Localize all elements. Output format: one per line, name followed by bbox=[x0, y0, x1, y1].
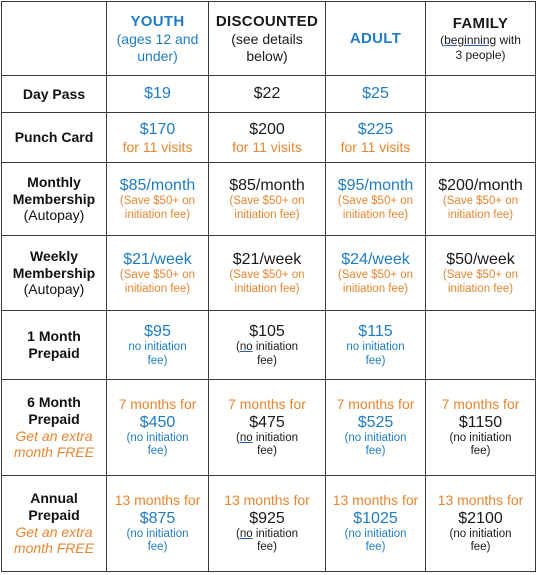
one-month-adult bbox=[326, 311, 426, 380]
initiation-word: initiation bbox=[252, 340, 299, 353]
annual-extra-line1: Get an extra bbox=[15, 523, 93, 540]
weekly-label bbox=[2, 236, 107, 311]
family-beginning-word: beginning bbox=[444, 33, 497, 48]
weekly-family-note2: initiation fee) bbox=[447, 282, 514, 295]
monthly-family-note1: (Save $50+ on bbox=[442, 194, 519, 207]
discounted-title: DISCOUNTED bbox=[215, 12, 319, 30]
annual-adult-price: $1025 bbox=[353, 509, 398, 527]
punch-card-youth-visits: for 11 visits bbox=[122, 138, 193, 155]
weekly-family bbox=[426, 236, 536, 311]
family-subtitle-line1 bbox=[428, 33, 533, 47]
header-empty-cell bbox=[2, 2, 107, 76]
one-month-discounted bbox=[209, 311, 326, 380]
annual-label-line1: Annual bbox=[30, 489, 78, 506]
annual-family bbox=[426, 476, 536, 572]
annual-discounted-note1 bbox=[211, 528, 323, 542]
punch-card-adult-price: $225 bbox=[357, 120, 394, 138]
adult-title: ADULT bbox=[349, 29, 402, 47]
six-month-discounted-price: $475 bbox=[249, 413, 285, 431]
annual-youth-note2: fee) bbox=[147, 541, 168, 554]
six-month-family-note2: fee) bbox=[470, 445, 491, 458]
monthly-adult-price: $95/month bbox=[337, 176, 414, 194]
annual-youth-months: 13 months for bbox=[114, 491, 201, 508]
punch-card-youth bbox=[107, 113, 209, 163]
annual-discounted-months: 13 months for bbox=[224, 491, 310, 508]
monthly-adult-note2: initiation fee) bbox=[342, 208, 409, 221]
day-pass-discounted-price: $22 bbox=[209, 76, 326, 113]
six-month-youth-price: $450 bbox=[139, 413, 176, 431]
six-month-extra-line2: month FREE bbox=[13, 444, 95, 461]
punch-card-discounted-price: $200 bbox=[249, 120, 285, 138]
monthly-family-note2: initiation fee) bbox=[447, 208, 514, 221]
family-paren: ( bbox=[440, 33, 445, 48]
annual-youth-price: $875 bbox=[139, 509, 176, 527]
six-month-label-line2: Prepaid bbox=[28, 410, 80, 427]
weekly-youth-note1: (Save $50+ on bbox=[119, 268, 196, 281]
one-month-youth-price: $95 bbox=[144, 322, 171, 340]
six-month-family-note1: (no initiation bbox=[449, 431, 512, 444]
six-month-youth-note1: (no initiation bbox=[126, 431, 189, 444]
monthly-youth-price: $85/month bbox=[119, 176, 196, 194]
six-month-youth bbox=[107, 380, 209, 476]
six-month-family bbox=[426, 380, 536, 476]
weekly-adult bbox=[326, 236, 426, 311]
six-month-label bbox=[2, 380, 107, 476]
monthly-label-line2: Membership bbox=[12, 190, 96, 207]
one-month-adult-note1: no initiation bbox=[346, 340, 405, 353]
six-month-youth-months: 7 months for bbox=[118, 395, 197, 412]
weekly-youth-price: $21/week bbox=[123, 250, 192, 268]
monthly-discounted-note1: (Save $50+ on bbox=[229, 194, 305, 207]
annual-discounted-price: $925 bbox=[249, 509, 285, 527]
pricing-table bbox=[1, 1, 536, 572]
header-adult bbox=[326, 2, 426, 76]
one-month-discounted-note2: fee) bbox=[257, 354, 277, 367]
annual-family-months: 13 months for bbox=[437, 491, 524, 508]
weekly-family-price: $50/week bbox=[446, 250, 515, 268]
paren: ( bbox=[235, 340, 240, 353]
monthly-discounted bbox=[209, 163, 326, 236]
row-weekly-membership bbox=[2, 236, 536, 311]
weekly-label-line2: Membership bbox=[12, 264, 96, 281]
annual-discounted bbox=[209, 476, 326, 572]
one-month-youth-note1: no initiation bbox=[128, 340, 187, 353]
youth-title: YOUTH bbox=[130, 12, 185, 30]
monthly-discounted-note2: initiation fee) bbox=[234, 208, 300, 221]
one-month-discounted-price: $105 bbox=[249, 322, 285, 340]
one-month-adult-note2: fee) bbox=[365, 354, 386, 367]
monthly-label-line1: Monthly bbox=[27, 173, 81, 190]
row-punch-card bbox=[2, 113, 536, 163]
monthly-family-price: $200/month bbox=[438, 176, 523, 194]
weekly-family-note1: (Save $50+ on bbox=[442, 268, 519, 281]
punch-card-discounted bbox=[209, 113, 326, 163]
monthly-youth-note1: (Save $50+ on bbox=[119, 194, 196, 207]
six-month-adult-price: $525 bbox=[357, 413, 394, 431]
annual-family-note1: (no initiation bbox=[449, 527, 512, 540]
day-pass-family-empty bbox=[426, 76, 536, 113]
six-month-discounted bbox=[209, 380, 326, 476]
annual-adult-months: 13 months for bbox=[332, 491, 419, 508]
family-with-word: with bbox=[496, 33, 521, 48]
punch-card-discounted-visits: for 11 visits bbox=[232, 138, 302, 155]
weekly-youth-note2: initiation fee) bbox=[124, 282, 191, 295]
day-pass-adult-price: $25 bbox=[326, 76, 426, 113]
six-month-youth-note2: fee) bbox=[147, 445, 168, 458]
one-month-discounted-note1 bbox=[211, 341, 323, 355]
youth-subtitle-line1: (ages 12 and bbox=[116, 30, 199, 47]
weekly-discounted-note1: (Save $50+ on bbox=[229, 268, 305, 281]
annual-extra-line2: month FREE bbox=[13, 540, 95, 557]
weekly-discounted-price: $21/week bbox=[232, 250, 302, 268]
weekly-label-line3: (Autopay) bbox=[23, 281, 85, 298]
punch-card-adult-visits: for 11 visits bbox=[340, 138, 411, 155]
initiation-word: initiation bbox=[252, 431, 299, 444]
youth-subtitle-line2: under) bbox=[137, 47, 178, 64]
annual-youth bbox=[107, 476, 209, 572]
no-word: no bbox=[239, 527, 253, 540]
monthly-youth-note2: initiation fee) bbox=[124, 208, 191, 221]
annual-label bbox=[2, 476, 107, 572]
one-month-youth bbox=[107, 311, 209, 380]
paren: ( bbox=[235, 527, 240, 540]
punch-card-youth-price: $170 bbox=[139, 120, 176, 138]
weekly-label-line1: Weekly bbox=[30, 247, 78, 264]
annual-family-price: $2100 bbox=[458, 509, 503, 527]
six-month-discounted-note2: fee) bbox=[257, 445, 277, 458]
weekly-discounted bbox=[209, 236, 326, 311]
family-title: FAMILY bbox=[452, 15, 509, 33]
row-monthly-membership bbox=[2, 163, 536, 236]
weekly-adult-note2: initiation fee) bbox=[342, 282, 409, 295]
annual-label-line2: Prepaid bbox=[28, 506, 80, 523]
annual-discounted-note2: fee) bbox=[257, 541, 277, 554]
six-month-family-price: $1150 bbox=[458, 413, 503, 431]
row-6-month-prepaid bbox=[2, 380, 536, 476]
row-day-pass bbox=[2, 76, 536, 113]
discounted-subtitle-line1: (see details bbox=[231, 30, 303, 47]
six-month-family-months: 7 months for bbox=[441, 395, 520, 412]
six-month-extra-line1: Get an extra bbox=[15, 427, 93, 444]
six-month-discounted-note1 bbox=[211, 432, 323, 446]
header-discounted bbox=[209, 2, 326, 76]
monthly-family bbox=[426, 163, 536, 236]
six-month-adult-months: 7 months for bbox=[336, 395, 415, 412]
punch-card-adult bbox=[326, 113, 426, 163]
row-1-month-prepaid bbox=[2, 311, 536, 380]
one-month-youth-note2: fee) bbox=[147, 354, 168, 367]
six-month-label-line1: 6 Month bbox=[27, 393, 81, 410]
one-month-label-line1: 1 Month bbox=[27, 328, 81, 345]
header-youth bbox=[107, 2, 209, 76]
weekly-adult-price: $24/week bbox=[341, 250, 410, 268]
no-word: no bbox=[239, 431, 253, 444]
monthly-discounted-price: $85/month bbox=[229, 176, 305, 194]
weekly-adult-note1: (Save $50+ on bbox=[337, 268, 414, 281]
initiation-word: initiation bbox=[252, 527, 299, 540]
paren: ( bbox=[235, 431, 240, 444]
one-month-label-line2: Prepaid bbox=[28, 345, 80, 361]
one-month-label bbox=[2, 311, 107, 380]
header-row bbox=[2, 2, 536, 76]
one-month-adult-price: $115 bbox=[358, 322, 393, 340]
six-month-adult-note2: fee) bbox=[365, 445, 386, 458]
weekly-youth bbox=[107, 236, 209, 311]
row-annual-prepaid bbox=[2, 476, 536, 572]
annual-youth-note1: (no initiation bbox=[126, 527, 189, 540]
annual-adult bbox=[326, 476, 426, 572]
annual-adult-note1: (no initiation bbox=[344, 527, 407, 540]
annual-family-note2: fee) bbox=[470, 541, 491, 554]
one-month-family-empty bbox=[426, 311, 536, 380]
day-pass-youth-price: $19 bbox=[107, 76, 209, 113]
family-subtitle-line2: 3 people) bbox=[455, 47, 506, 62]
weekly-discounted-note2: initiation fee) bbox=[234, 282, 300, 295]
day-pass-label: Day Pass bbox=[2, 76, 107, 113]
punch-card-label: Punch Card bbox=[2, 113, 107, 163]
annual-adult-note2: fee) bbox=[365, 541, 386, 554]
monthly-adult-note1: (Save $50+ on bbox=[337, 194, 414, 207]
monthly-label bbox=[2, 163, 107, 236]
monthly-adult bbox=[326, 163, 426, 236]
monthly-youth bbox=[107, 163, 209, 236]
six-month-discounted-months: 7 months for bbox=[228, 395, 306, 412]
discounted-subtitle-line2: below) bbox=[246, 47, 288, 64]
header-family bbox=[426, 2, 536, 76]
no-word: no bbox=[239, 340, 253, 353]
punch-card-family-empty bbox=[426, 113, 536, 163]
six-month-adult bbox=[326, 380, 426, 476]
six-month-adult-note1: (no initiation bbox=[344, 431, 407, 444]
monthly-label-line3: (Autopay) bbox=[23, 207, 85, 224]
